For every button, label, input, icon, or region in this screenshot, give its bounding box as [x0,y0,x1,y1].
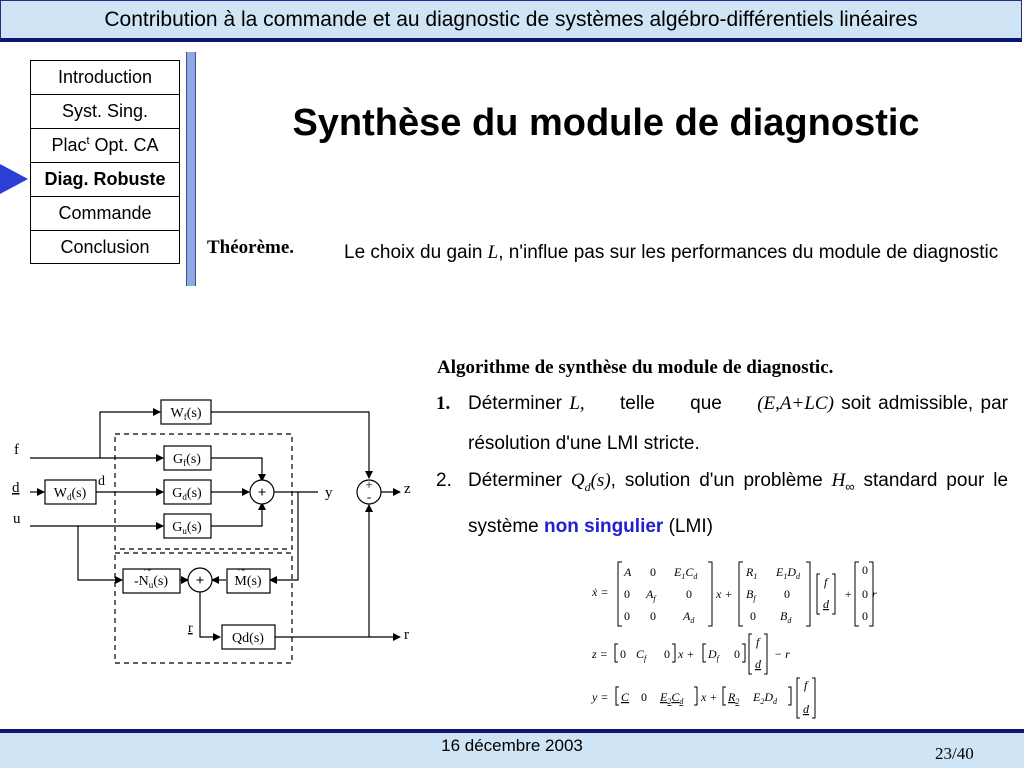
svg-text:Ad: $A_d$ [683,609,695,625]
algorithm-step-1: 1. Déterminer L, telle que (E,A+LC) soit admissible, par résolution d'une LMI stricte. [436,393,1008,454]
current-section-arrow-icon [0,163,30,195]
block-diagram [0,380,440,680]
header-bar [0,0,1022,42]
svg-text:E1Cd: $E_1C_d$ [674,565,698,581]
svg-text:− r: − r [774,647,790,661]
svg-text:Cf: $C_f$ [636,647,647,663]
label-m: M(s) [234,574,262,589]
eq-xdot-lhs: ẋ = [592,585,609,599]
header-title: Contribution à la commande et au diagnostic de systèmes algébro-différentiels linéaires [104,7,918,31]
svg-text:0: 0 [624,587,630,601]
svg-text:0: 0 [650,609,656,623]
nav-item-diag-robuste[interactable] [30,162,180,196]
tilde-m: ~ [238,563,246,578]
output-y: y [325,485,333,501]
sum-plus-diag: + [195,573,205,589]
svg-text:Df: $D_f$ [708,647,719,663]
svg-text:C: C [621,690,630,704]
theorem-label: Théorème. [207,237,295,258]
svg-text:0: 0 [862,587,868,601]
label-wf: $W_f(s)$ [170,406,202,422]
input-rbar: r [188,621,193,636]
svg-text:0: 0 [862,563,868,577]
svg-text:0: 0 [664,647,670,661]
svg-text:E2Cd: $E_2C_d$ [660,690,684,706]
svg-text:0: 0 [641,690,647,704]
nav-item-label: Commande [58,203,152,223]
input-u: u [13,511,21,527]
svg-text:x +: x + [678,647,695,661]
svg-text:r: r [872,587,877,601]
svg-text:d: d [823,597,829,611]
svg-text:x +: x + [716,587,733,601]
nav-item-label: Syst. Sing. [61,101,149,121]
svg-text:0: 0 [686,587,692,601]
label-gu: $G_u(s)$ [172,520,202,536]
nav-item-introduction[interactable] [30,60,180,94]
sum-minus-z: - [366,489,372,504]
svg-text:f: f [756,635,760,649]
nav-item-label: Diag. Robuste [44,169,166,189]
label-gd: $G_d(s)$ [172,486,202,502]
svg-text:0: 0 [862,609,868,623]
vertical-divider-bar [186,52,196,286]
system-equations [588,558,888,728]
label-nu: $-N_u(s)$ [133,574,169,590]
nav-item-commande[interactable] [30,196,180,230]
svg-text:z =: z = [592,647,608,661]
svg-text:0: 0 [734,647,740,661]
slide-title: Synthèse du module de diagnostic [292,102,920,144]
svg-text:R1: $R_1$ [746,565,758,581]
svg-text:Bf: $B_f$ [746,587,756,603]
output-z: z [404,481,411,497]
input-f: f [14,442,19,458]
algorithm-heading: Algorithme de synthèse du module de diagnostic. [437,357,834,378]
svg-text:0: 0 [650,565,656,579]
svg-text:Bd: $B_d$ [780,609,792,625]
edge-label-d: d [98,474,105,489]
sum-plus-y: + [257,485,267,501]
svg-text:A: A [624,565,632,579]
section-nav [30,60,180,264]
svg-text:+: + [844,587,853,601]
label-gf: $G_f(s)$ [173,452,201,468]
svg-text:d: d [803,702,809,716]
svg-text:x +: x + [701,690,718,704]
page-number: 23/40 [935,744,974,763]
svg-text:0: 0 [620,647,626,661]
svg-text:d: d [755,657,761,671]
svg-text:0: 0 [750,609,756,623]
label-qd: Qd(s) [232,631,264,646]
theorem-text: Le choix du gain L, n'influe pas sur les performances du module de diagnostic [344,242,999,263]
algorithm-step-2: 2. Déterminer $Q_d(s)$, solution d'un problème $H_\infty$ standard pour le système non singulier (LMI) [436,470,1009,537]
nav-item-label: Conclusion [60,236,150,257]
nav-item-placement-opt-ca[interactable] [30,128,180,162]
svg-text:R2: $R_2$ [728,690,740,706]
nav-item-label: Plac$^t$ Opt. CA [51,135,159,155]
svg-text:E1Dd: $E_1D_d$ [776,565,801,581]
nav-item-syst-sing[interactable] [30,94,180,128]
svg-text:f: f [824,575,828,589]
label-wd: $W_d(s)$ [53,486,87,502]
non-singulier-highlight: non singulier [544,515,664,537]
tilde-nu: ~ [144,563,152,578]
input-d: d [12,480,20,496]
output-r: r [404,627,409,643]
svg-text:0: 0 [784,587,790,601]
svg-text:f: f [804,678,808,692]
svg-text:E2Dd: $E_2D_d$ [753,690,778,706]
svg-text:Af: $A_f$ [646,587,656,603]
svg-text:y =: y = [592,690,609,704]
nav-item-label: Introduction [57,67,153,87]
svg-text:0: 0 [624,609,630,623]
footer-date: 16 décembre 2003 [441,736,583,755]
sum-plus-z: + [365,477,373,492]
nav-item-conclusion[interactable] [30,230,180,264]
